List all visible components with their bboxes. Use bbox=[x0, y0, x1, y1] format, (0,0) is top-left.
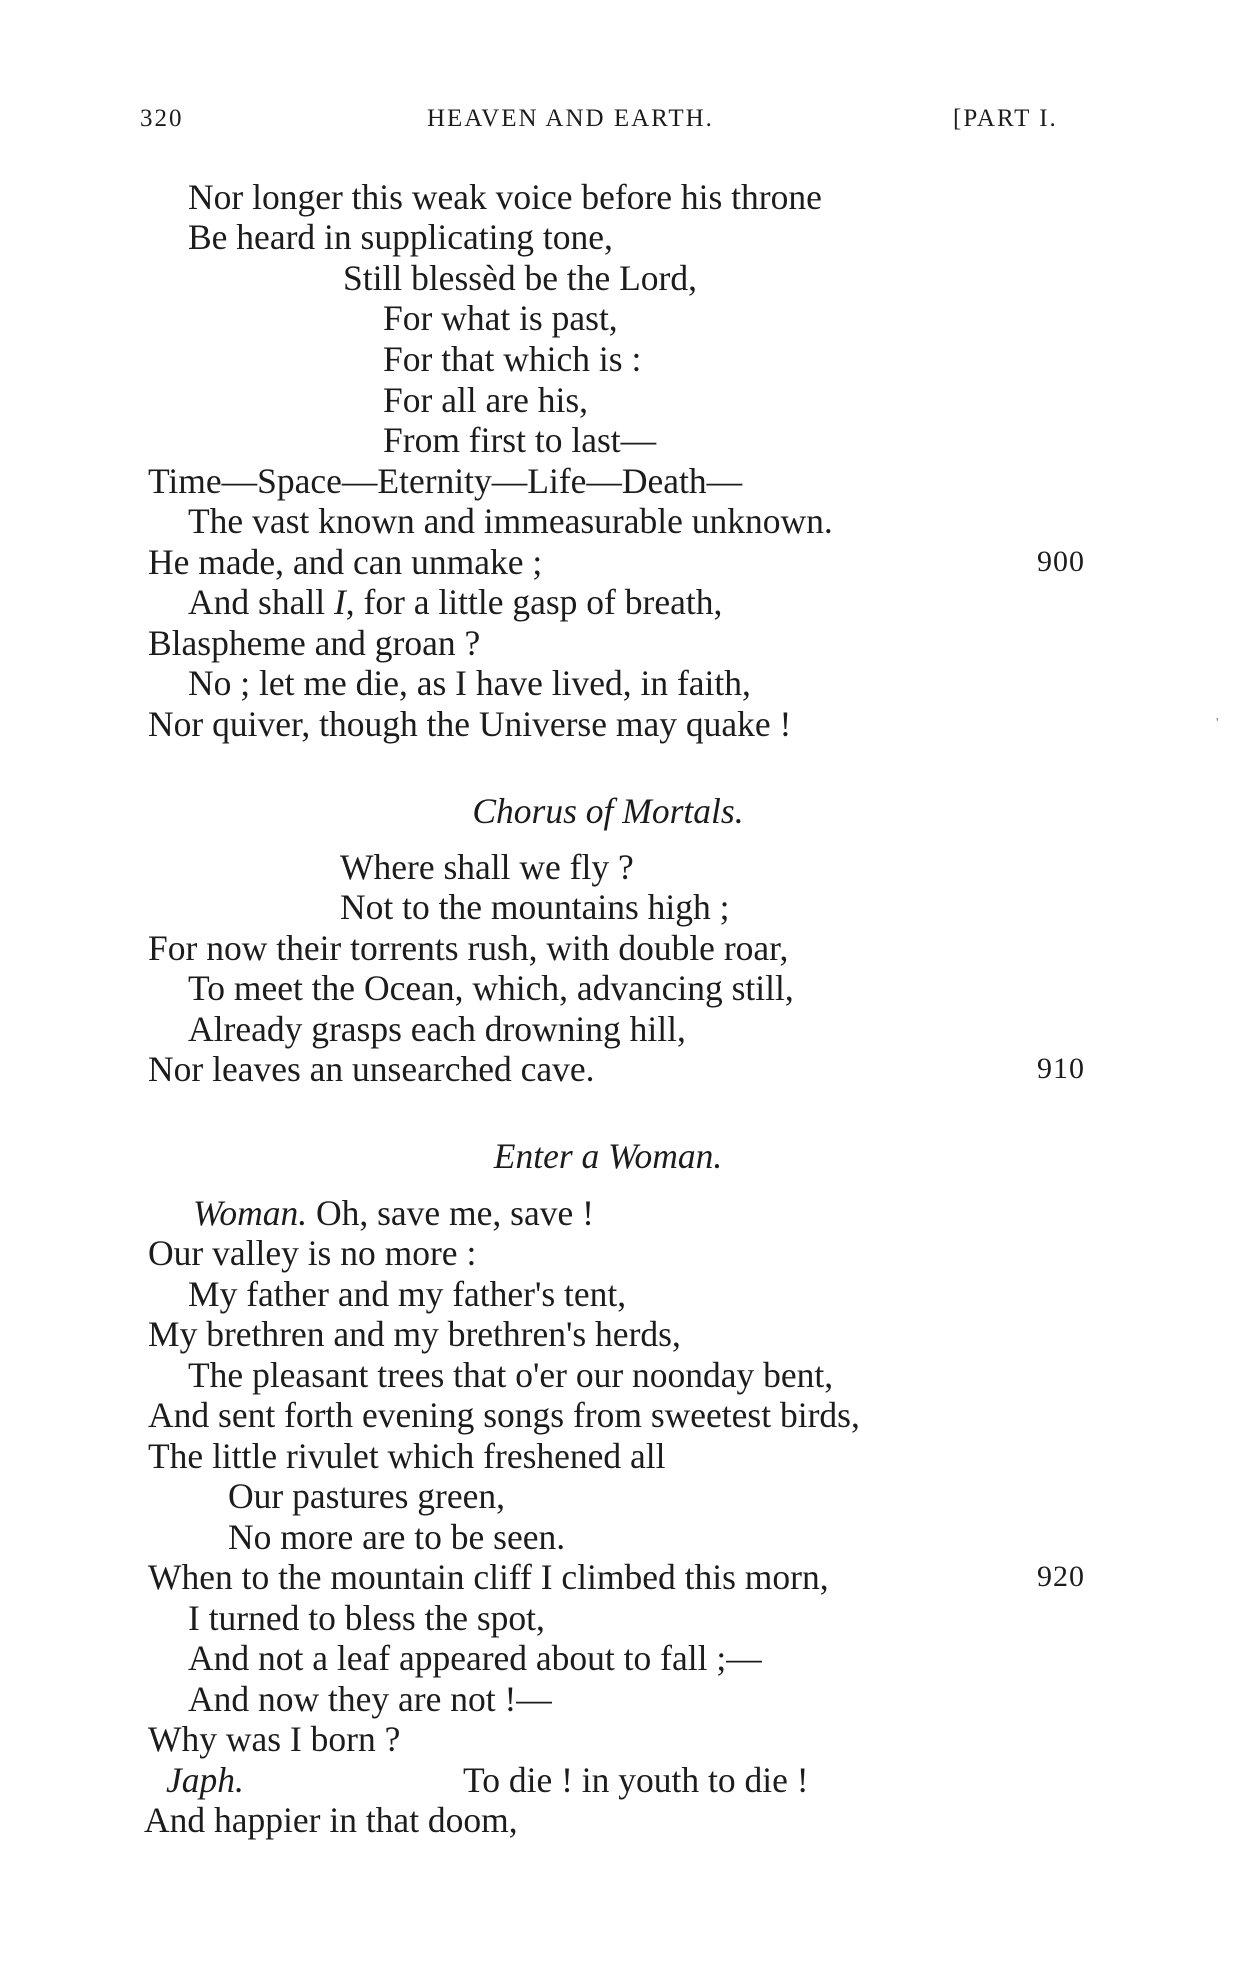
verse-line: I turned to bless the spot, bbox=[188, 1598, 545, 1638]
page-number: 320 bbox=[140, 105, 184, 132]
line-number-910: 910 bbox=[1037, 1052, 1085, 1085]
verse-line: My brethren and my brethren's herds, bbox=[148, 1314, 681, 1354]
verse-text: Oh, save me, save ! bbox=[315, 1193, 594, 1233]
emphasis-word: I bbox=[333, 582, 346, 622]
verse-line: For now their torrents rush, with double roar, bbox=[148, 928, 789, 968]
verse-line: And happier in that doom, bbox=[144, 1800, 518, 1840]
verse-line: Still blessèd be the Lord, bbox=[343, 258, 697, 298]
verse-line: Our valley is no more : bbox=[148, 1233, 477, 1273]
speaker-name: Japh. bbox=[166, 1760, 244, 1800]
verse-line: Why was I born ? bbox=[148, 1719, 401, 1759]
line-number-900: 900 bbox=[1037, 545, 1085, 578]
verse-line: Time—Space—Eternity—Life—Death— bbox=[148, 461, 743, 501]
verse-line: To meet the Ocean, which, advancing still, bbox=[188, 968, 794, 1008]
verse-line: He made, and can unmake ; bbox=[148, 542, 543, 582]
verse-line: No ; let me die, as I have lived, in faith, bbox=[188, 663, 751, 703]
verse-line: Nor quiver, though the Universe may quake ! bbox=[148, 704, 792, 744]
verse-line: The little rivulet which freshened all bbox=[148, 1436, 666, 1476]
verse-line: The vast known and immeasurable unknown. bbox=[188, 501, 833, 541]
margin-speck: ' bbox=[1216, 716, 1219, 731]
verse-line bbox=[188, 582, 722, 622]
verse-line: No more are to be seen. bbox=[228, 1517, 566, 1557]
verse-line: For that which is : bbox=[383, 339, 642, 379]
verse-text: And shall bbox=[188, 582, 334, 622]
chorus-heading: Chorus of Mortals. bbox=[472, 791, 744, 831]
verse-line: Nor leaves an unsearched cave. bbox=[148, 1049, 595, 1089]
line-number-920: 920 bbox=[1037, 1560, 1085, 1593]
verse-line: My father and my father's tent, bbox=[188, 1274, 627, 1314]
verse-line: Our pastures green, bbox=[228, 1476, 505, 1516]
verse-text: , for a little gasp of breath, bbox=[345, 582, 723, 622]
speaker-name: Woman. bbox=[193, 1193, 308, 1233]
verse-line: When to the mountain cliff I climbed this morn, bbox=[148, 1557, 829, 1597]
verse-line: And not a leaf appeared about to fall ;— bbox=[188, 1638, 762, 1678]
stage-direction: Enter a Woman. bbox=[493, 1136, 723, 1176]
verse-line: Be heard in supplicating tone, bbox=[188, 217, 613, 257]
running-title: HEAVEN AND EARTH. bbox=[427, 105, 714, 132]
part-label: [PART I. bbox=[953, 105, 1058, 132]
verse-line: And sent forth evening songs from sweetest birds, bbox=[148, 1395, 860, 1435]
verse-line: And now they are not !— bbox=[188, 1679, 552, 1719]
verse-line: The pleasant trees that o'er our noonday bent, bbox=[188, 1355, 834, 1395]
verse-line: For all are his, bbox=[383, 380, 589, 420]
verse-line: Not to the mountains high ; bbox=[340, 887, 730, 927]
verse-line: For what is past, bbox=[383, 298, 618, 338]
verse-line: From first to last— bbox=[383, 420, 657, 460]
speaker-name bbox=[166, 1760, 244, 1800]
verse-line: Nor longer this weak voice before his throne bbox=[188, 177, 822, 217]
verse-line: Already grasps each drowning hill, bbox=[188, 1009, 686, 1049]
verse-line bbox=[193, 1193, 594, 1233]
verse-line: Blaspheme and groan ? bbox=[148, 623, 481, 663]
verse-line: Where shall we fly ? bbox=[340, 847, 634, 887]
verse-line: To die ! in youth to die ! bbox=[463, 1760, 809, 1800]
